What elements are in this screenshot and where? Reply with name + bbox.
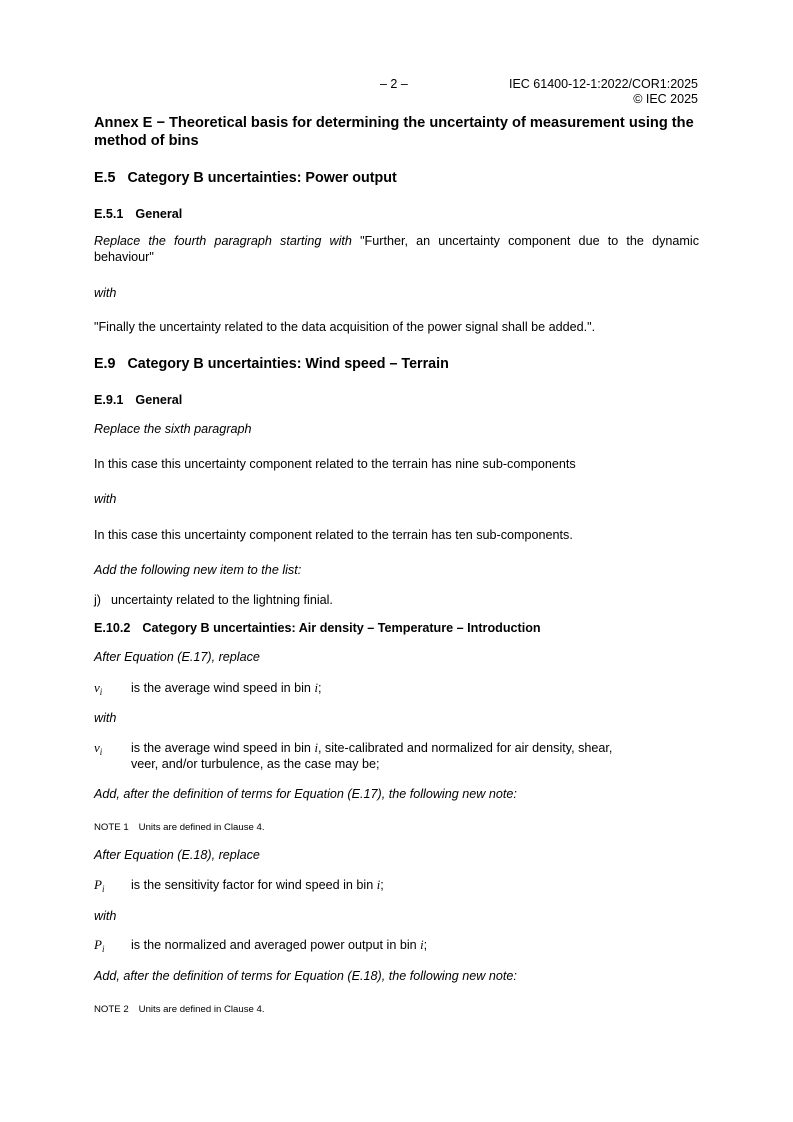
note-2 [94, 1004, 265, 1015]
list-item-label: j) [94, 593, 101, 607]
note-label: NOTE 1 [94, 822, 129, 833]
note-label: NOTE 2 [94, 1004, 129, 1015]
e9-replace-instruction: Replace the sixth paragraph [94, 422, 252, 436]
list-item-j [94, 593, 699, 609]
definition-p-old [94, 877, 699, 895]
list-item-text: uncertainty related to the lightning finial. [111, 593, 333, 607]
subsection-number: E.10.2 [94, 621, 131, 635]
e5-replace-instruction [94, 234, 699, 265]
note-text: Units are defined in Clause 4. [138, 822, 265, 833]
e5-new-text: "Finally the uncertainty related to the data acquisition of the power signal shall be added.". [94, 320, 596, 334]
definition-text: is the normalized and averaged power output in bin i; [131, 938, 428, 952]
note-1 [94, 822, 265, 833]
symbol-p: $P_i$ [94, 877, 105, 894]
e9-new-text: In this case this uncertainty component related to the terrain has ten sub-components. [94, 528, 573, 542]
subsection-e51-heading [94, 207, 182, 221]
e17-add-note-instruction: Add, after the definition of terms for Equation (E.17), the following new note: [94, 787, 517, 801]
symbol-p: $P_i$ [94, 937, 105, 954]
subsection-number: E.5.1 [94, 207, 124, 221]
quoted-text: "Further, an uncertainty component due to the dynamic behaviour" [94, 234, 699, 264]
note-text: Units are defined in Clause 4. [138, 1004, 265, 1015]
subsection-e91-heading [94, 393, 182, 407]
definition-text: is the average wind speed in bin i; [131, 681, 322, 695]
e17-replace-instruction: After Equation (E.17), replace [94, 650, 260, 664]
e9-old-text: In this case this uncertainty component related to the terrain has nine sub-components [94, 457, 576, 471]
e18-with-label: with [94, 909, 117, 923]
symbol-v: $v_i$ [94, 680, 103, 697]
subsection-title: General [135, 393, 183, 407]
symbol-v: $v_i$ [94, 740, 103, 757]
definition-v-new [94, 740, 699, 774]
section-number: E.9 [94, 356, 116, 372]
page-number: – 2 – [380, 77, 408, 91]
e9-with-label: with [94, 492, 117, 506]
definition-text: is the average wind speed in bin i, site-calibrated and normalized for air density, shear, veer, and/or turbulence, as the case may be; [131, 741, 613, 771]
section-e9-heading [94, 356, 449, 372]
e18-add-note-instruction: Add, after the definition of terms for Equation (E.18), the following new note: [94, 969, 517, 983]
section-title: Category B uncertainties: Wind speed – Terrain [127, 356, 449, 372]
section-e5-heading [94, 170, 397, 186]
e9-add-instruction: Add the following new item to the list: [94, 563, 302, 577]
subsection-number: E.9.1 [94, 393, 124, 407]
e5-with-label: with [94, 286, 117, 300]
e17-with-label: with [94, 711, 117, 725]
copyright-notice: © IEC 2025 [633, 92, 698, 106]
section-title: Category B uncertainties: Power output [127, 170, 397, 186]
subsection-title: Category B uncertainties: Air density – Temperature – Introduction [142, 621, 541, 635]
definition-text: is the sensitivity factor for wind speed in bin i; [131, 878, 384, 892]
definition-p-new [94, 937, 699, 955]
section-number: E.5 [94, 170, 116, 186]
subsection-title: General [135, 207, 183, 221]
definition-v-old [94, 680, 699, 698]
instruction-text: Replace the fourth paragraph starting with [94, 234, 352, 248]
annex-title: Annex E − Theoretical basis for determining the uncertainty of measurement using the method of bins [94, 115, 694, 149]
e18-replace-instruction: After Equation (E.18), replace [94, 848, 260, 862]
subsection-e102-heading [94, 621, 541, 635]
standard-reference: IEC 61400-12-1:2022/COR1:2025 [508, 77, 698, 91]
